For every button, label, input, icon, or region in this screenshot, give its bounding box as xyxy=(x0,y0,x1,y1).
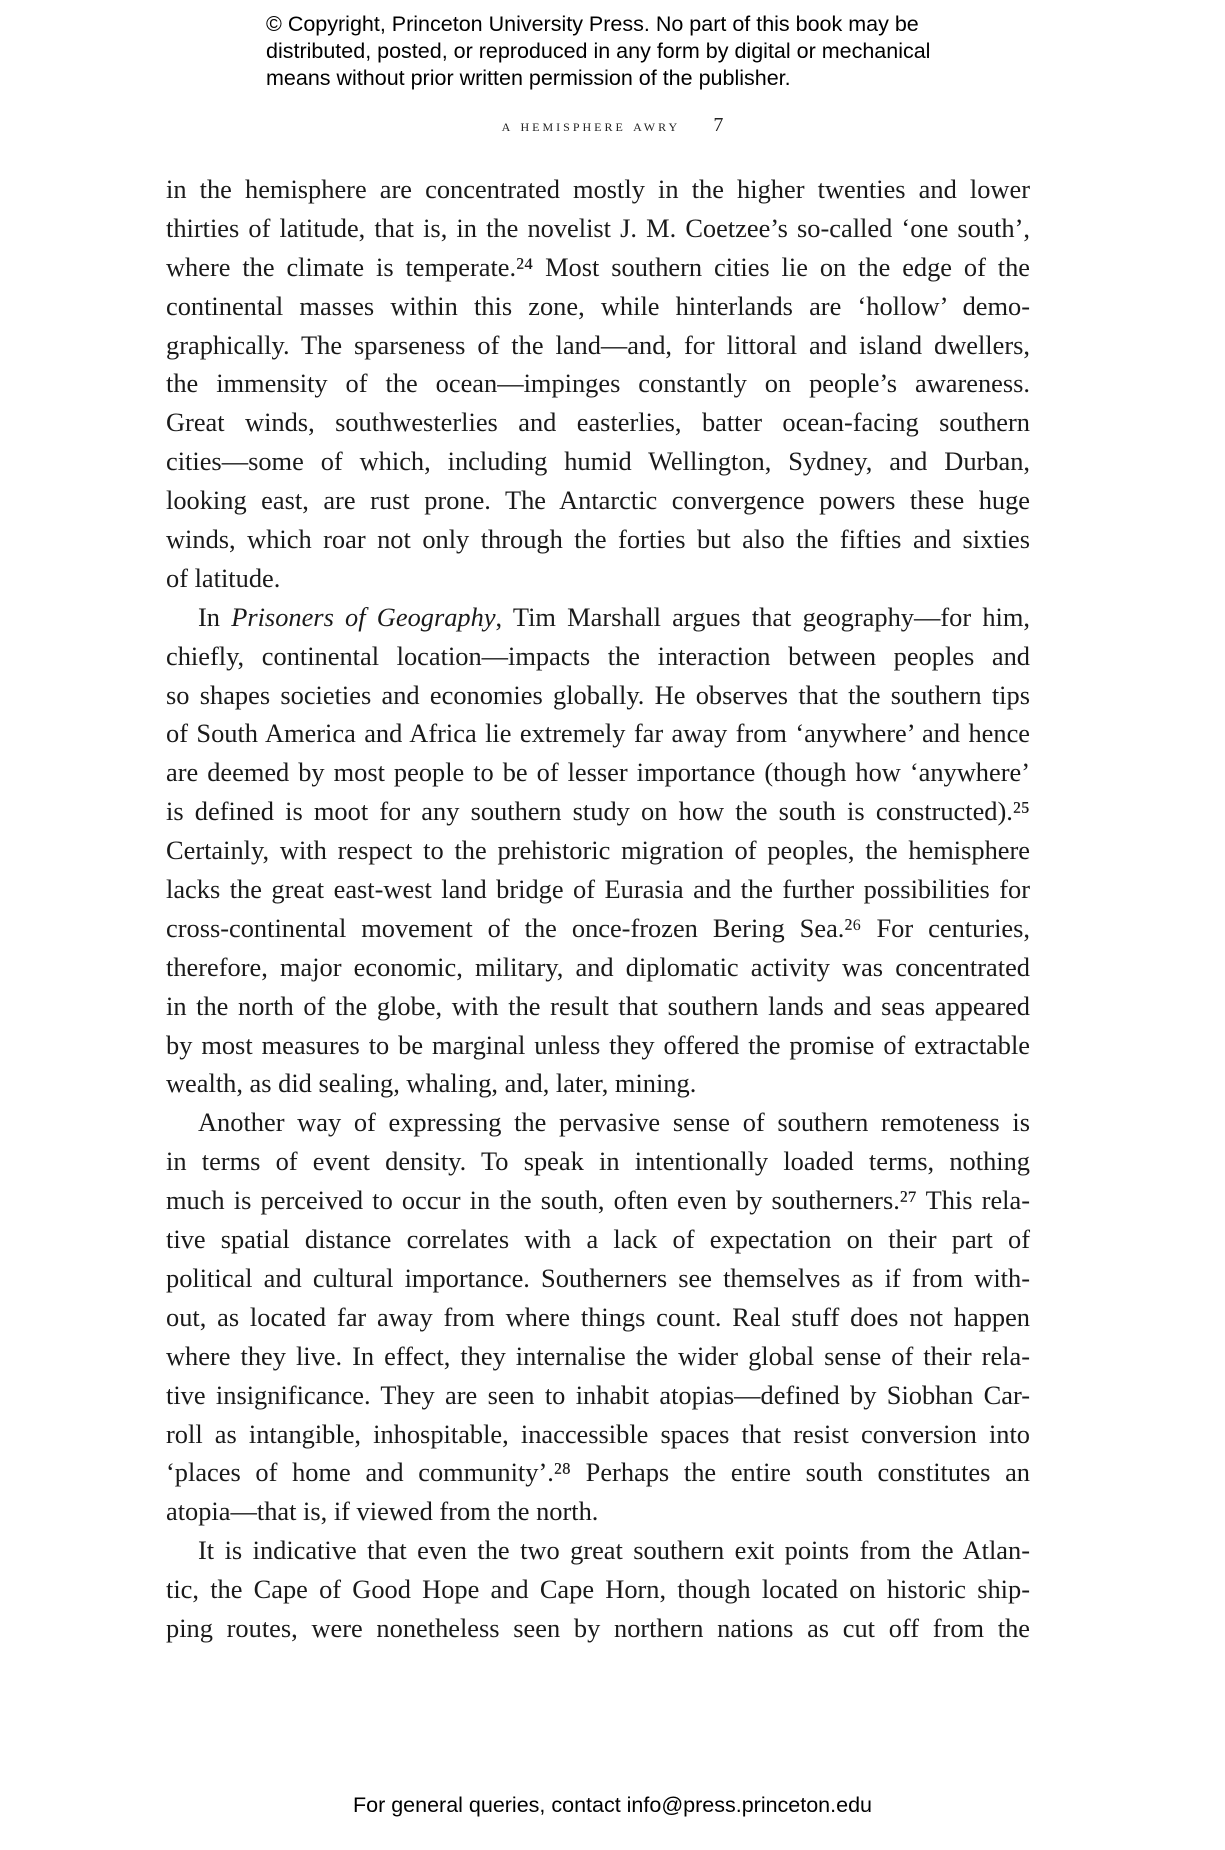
text-line: where they live. In effect, they internalise the wider global sense of their rela- xyxy=(166,1340,1030,1371)
text-line: in the north of the globe, with the result that southern lands and seas appeared xyxy=(166,990,1030,1021)
page-number: 7 xyxy=(713,114,724,136)
text-line: chiefly, continental location—impacts the interaction between peoples and xyxy=(166,640,1030,671)
paragraph-4 xyxy=(166,1531,1030,1648)
text-line: much is perceived to occur in the south, often even by southerners.²⁷ This rela- xyxy=(166,1185,1030,1216)
text-line: cities—some of which, including humid Wellington, Sydney, and Durban, xyxy=(166,446,1030,477)
copyright-line: © Copyright, Princeton University Press. No part of this book may be xyxy=(266,12,919,36)
text-line: lacks the great east-west land bridge of Eurasia and the further possibilities for xyxy=(166,874,1030,905)
text-line: wealth, as did sealing, whaling, and, later, mining. xyxy=(166,1068,697,1099)
text-line: political and cultural importance. Southerners see themselves as if from with- xyxy=(166,1262,1030,1293)
running-head xyxy=(0,114,1225,137)
text-line: looking east, are rust prone. The Antarctic convergence powers these huge xyxy=(166,485,1030,516)
text-line: tic, the Cape of Good Hope and Cape Horn, though located on historic ship- xyxy=(166,1574,1030,1605)
text-line: in terms of event density. To speak in intentionally loaded terms, nothing xyxy=(166,1146,1030,1177)
text-line: is defined is moot for any southern study on how the south is constructed).²⁵ xyxy=(166,796,1030,827)
book-title: Prisoners of Geography xyxy=(231,601,496,632)
body-text xyxy=(166,170,1030,1648)
text-line: winds, which roar not only through the forties but also the fifties and sixties xyxy=(166,524,1030,555)
text-line: tive insignificance. They are seen to inhabit atopias—defined by Siobhan Car- xyxy=(166,1379,1030,1410)
text-line: roll as intangible, inhospitable, inaccessible spaces that resist conversion into xyxy=(166,1418,1030,1449)
text-line: Another way of expressing the pervasive sense of southern remoteness is xyxy=(198,1107,1030,1138)
text-line: graphically. The sparseness of the land—and, for littoral and island dwellers, xyxy=(166,329,1030,360)
paragraph-1 xyxy=(166,170,1030,598)
text-line: tive spatial distance correlates with a lack of expectation on their part of xyxy=(166,1224,1030,1255)
text-line: are deemed by most people to be of lesser importance (though how ‘anywhere’ xyxy=(166,757,1030,788)
text-line: It is indicative that even the two great southern exit points from the Atlan- xyxy=(198,1535,1030,1566)
text-line: continental masses within this zone, while hinterlands are ‘hollow’ demo- xyxy=(166,290,1030,321)
text-line: in the hemisphere are concentrated mostly in the higher twenties and lower xyxy=(166,174,1030,204)
running-head-title: a hemisphere awry xyxy=(501,116,681,135)
text-line: thirties of latitude, that is, in the novelist J. M. Coetzee’s so-called ‘one south’, xyxy=(166,212,1030,243)
text-line: Certainly, with respect to the prehistoric migration of peoples, the hemisphere xyxy=(166,835,1030,866)
copyright-line: distributed, posted, or reproduced in any form by digital or mechanical xyxy=(266,39,931,63)
text-line: of South America and Africa lie extremely far away from ‘anywhere’ and hence xyxy=(166,718,1030,749)
copyright-notice xyxy=(266,11,1026,92)
text-line: so shapes societies and economies globally. He observes that the southern tips xyxy=(166,679,1030,710)
text-line: the immensity of the ocean—impinges constantly on people’s awareness. xyxy=(166,368,1030,399)
footer-contact: For general queries, contact info@press.princeton.edu xyxy=(352,1793,872,1817)
text-line: out, as located far away from where things count. Real stuff does not happen xyxy=(166,1301,1030,1332)
text-line: Great winds, southwesterlies and easterlies, batter ocean-facing southern xyxy=(166,407,1030,438)
paragraph-3 xyxy=(166,1103,1030,1531)
text-line: atopia—that is, if viewed from the north. xyxy=(166,1496,599,1527)
text-line: therefore, major economic, military, and diplomatic activity was concentrated xyxy=(166,951,1030,982)
text-line: cross-continental movement of the once-frozen Bering Sea.²⁶ For centuries, xyxy=(166,912,1030,943)
copyright-line: means without prior written permission of the publisher. xyxy=(266,66,791,90)
text-line: ‘places of home and community’.²⁸ Perhaps the entire south constitutes an xyxy=(166,1457,1030,1488)
text-line: by most measures to be marginal unless they offered the promise of extractable xyxy=(166,1029,1030,1060)
text-line: where the climate is temperate.²⁴ Most southern cities lie on the edge of the xyxy=(166,251,1030,282)
text-line: ping routes, were nonetheless seen by northern nations as cut off from the xyxy=(166,1612,1030,1643)
paragraph-2 xyxy=(166,598,1030,1104)
text-line: of latitude. xyxy=(166,562,281,593)
text-line-with-title: In Prisoners of Geography, Tim Marshall argues that geography—for him, xyxy=(198,601,1030,632)
